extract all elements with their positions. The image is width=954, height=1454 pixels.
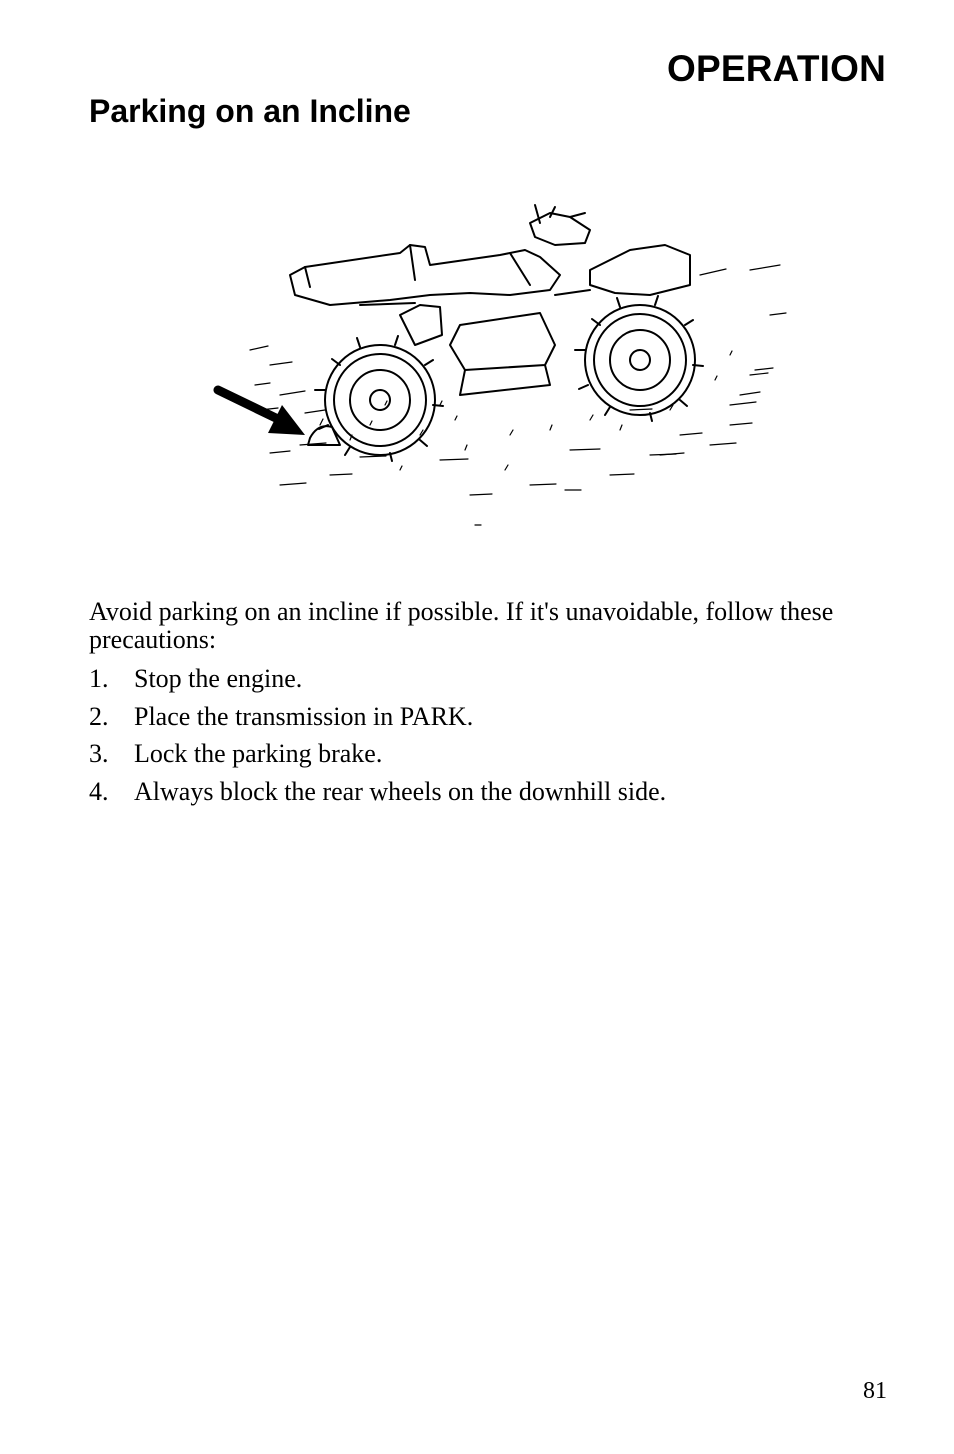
arrow-icon	[218, 390, 305, 435]
step-number: 3.	[89, 739, 109, 769]
atv-body	[290, 205, 690, 395]
step-number: 4.	[89, 776, 109, 806]
step-number: 1.	[89, 664, 109, 693]
rear-wheel	[315, 336, 443, 461]
step-number: 2.	[89, 701, 109, 731]
page-heading: Parking on an Incline	[89, 93, 411, 129]
list-item	[89, 702, 666, 740]
wheel-chock	[308, 426, 340, 445]
step-text: Stop the engine.	[134, 664, 303, 693]
step-text: Lock the parking brake.	[134, 739, 383, 769]
intro-paragraph: Avoid parking on an incline if possible. If it's unavoidable, follow these precautions:	[89, 597, 834, 654]
page-number: 81	[863, 1378, 887, 1404]
list-item	[89, 739, 666, 777]
list-item	[89, 777, 666, 815]
atv-illustration	[210, 195, 800, 540]
steps-list	[89, 664, 666, 814]
step-text: Place the transmission in PARK.	[134, 701, 474, 731]
section-title: OPERATION	[666, 48, 886, 89]
front-wheel	[575, 296, 703, 421]
list-item	[89, 664, 666, 702]
atv-incline-figure	[210, 195, 800, 540]
step-text: Always block the rear wheels on the downhill side.	[134, 776, 667, 806]
